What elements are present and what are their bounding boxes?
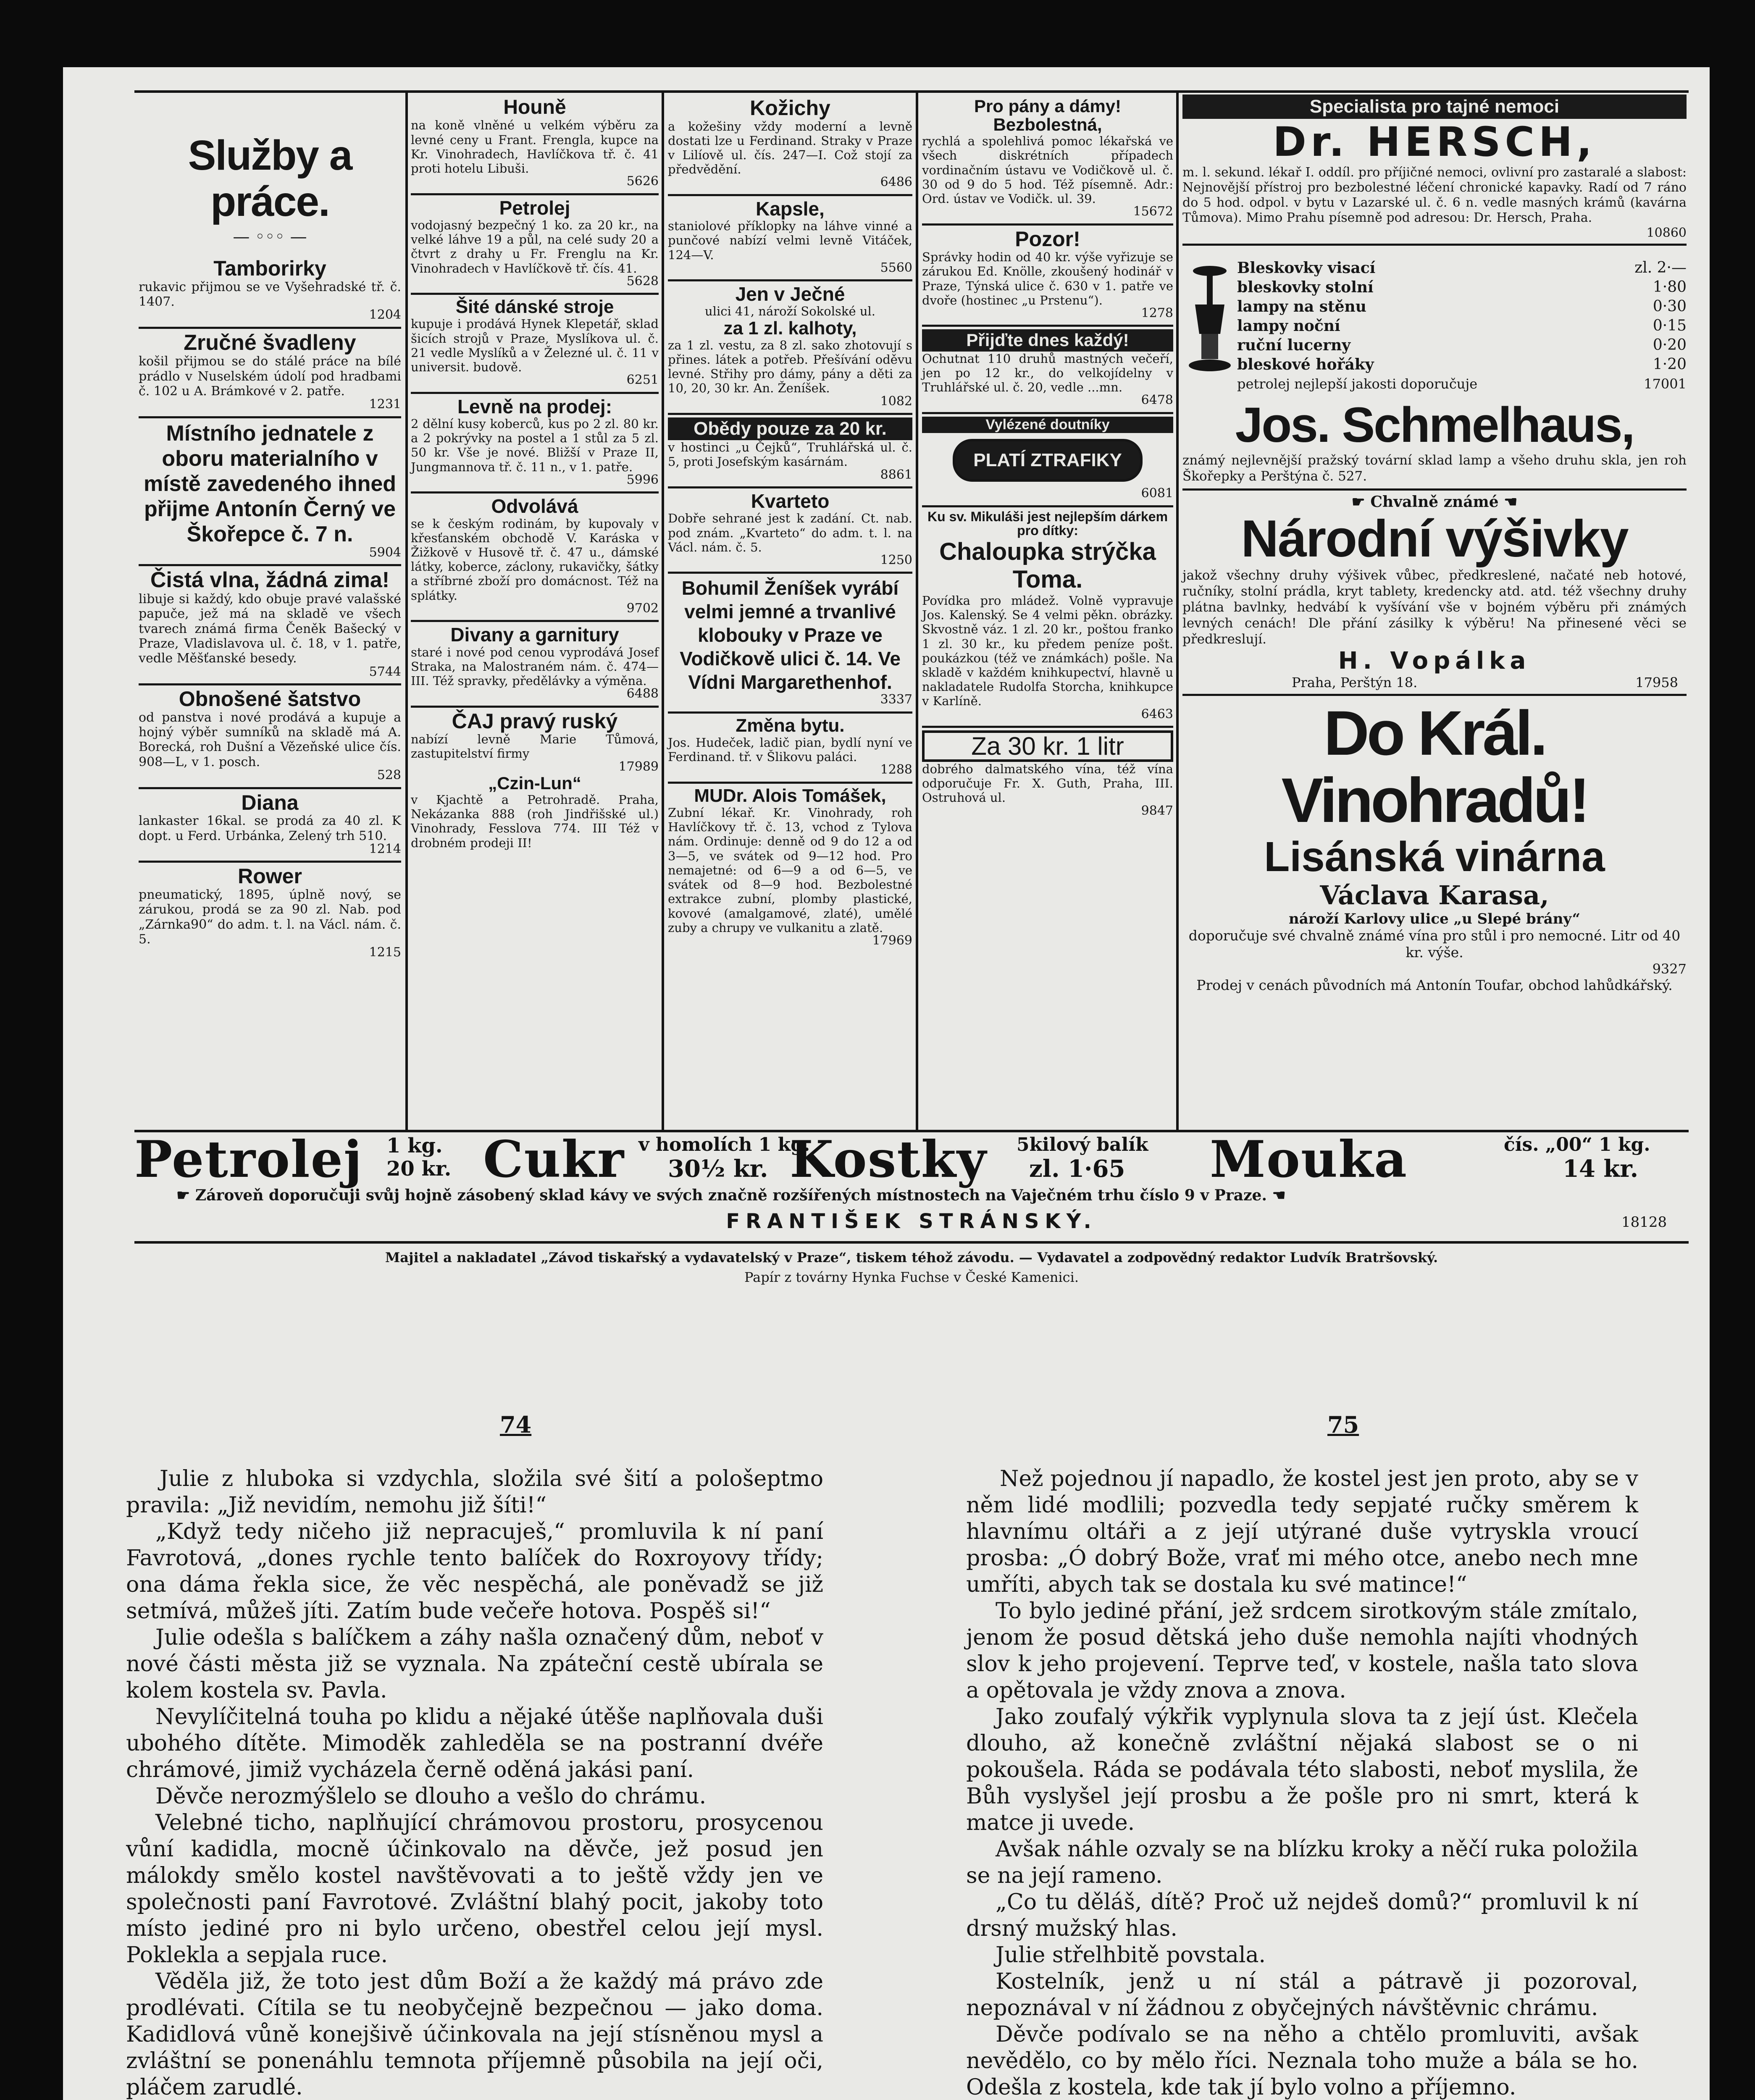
story-paragraph: Jako zoufalý výkřik vyplynula slova ta z její úst. Klečela dlouho, až konečně zvláštní nějaká slabost se o ni pokoušela. Ráda se podávala této slabosti, neboť myslila, že Bůh vyslyšel její prosbu a že pošle pro ni smrt, která k matce ji uvede. [966,1704,1638,1835]
ad-title: Levně na prodej: [457,395,612,417]
story-paragraph: Velebné ticho, naplňující chrámovou prostoru, prosycenou vůní kadidla, mocně účinkovalo na děvče, jež posud jen málokdy smělo kostel navštěvovati a to ještě vždy jen ve společnosti paní Favrotové. Zvláštní blahý pocit, jakoby toto místo jediné pro ni bylo určeno, obestřel celou její mysl. Poklekla a sepjala ruce. [126,1810,823,1968]
ad-title: Obědy pouze za 20 kr. [668,417,912,440]
imprint-line-1: Majitel a nakladatel „Závod tiskařský a vydavatelský v Praze“, tiskem téhož závodu. — Vydavatel a zodpovědný redaktor Ludvík Bratršovský. [385,1250,1438,1265]
ad-title: Kapsle, [756,197,825,220]
ad-text: od panstva i nové prodává a kupuje a hojný výběr sumníků na skladě má A. Borecká, roh Dušní a Vězeňské ulice čís. 908—L, v 1. posch. [139,710,401,769]
ad-obedy [668,415,912,488]
vysivky-name: Národní výšivky [1241,510,1628,568]
banner-cukr: Cukr [483,1130,625,1189]
hersch-text: m. l. sekund. lékař I. oddíl. pro příjičné nemoci, ovlivní pro zastaralé a slabost: Nejnovější přístroj pro bezbolestné léčení chronické kapavky. Radí od 7 ráno do 5 hod. odpol. v bytu v Lazarské ul. č. 6 n. vedle masných krámů (kavárna Tůmova). Mimo Prahu písemně pod adresou: Dr. Hersch, Praha. [1182,165,1687,225]
lamp-footer-row [1237,374,1687,394]
vysivky-kicker-text: Chvalně známé [1370,493,1499,511]
ad-levne-prodej [411,394,659,494]
ad-text: v Kjachtě a Petrohradě. Praha, Nekázanka 888 (roh Jindřišské ul.) Vinohrady, Fesslova 774. III Též v drobném prodeji II! [411,793,659,850]
vysivky-ad [1182,488,1687,690]
lamp-name: lampy na stěnu [1237,298,1366,315]
trafika-badge: PLATÍ ZTRAFIKY [953,439,1143,482]
lamp-price: 1·20 [1653,356,1687,373]
ad-title: Za 30 kr. 1 litr [922,730,1173,762]
ad-text: lankaster 16kal. se prodá za 40 zl. K dopt. u Ferd. Urbánka, Zelený trh 510. [139,814,401,843]
banner-petrolej-price: 20 kr. [386,1157,452,1181]
karasa-text: doporučuje své chvalně známé vína pro stůl i pro nemocné. Litr od 40 kr. výše. [1188,927,1681,961]
banner-kostky-note: 5kilový balík [1017,1134,1148,1155]
ad-cista-vlna [139,566,401,685]
ad-title: Kvarteto [751,490,830,512]
lamp-icon [1182,258,1237,376]
toufar-text: Prodej v cenách původních má Antonín Toufar, obchod lahůdkářský. [1196,977,1673,993]
story-paragraph: Avšak náhle ozvaly se na blízku kroky a něčí ruka položila se na její rameno. [966,1837,1638,1888]
ads-column-5 [1182,94,1687,994]
ad-text: Ochutnat 110 druhů mastných večeří, jen po 12 kr., do velkojídelny v Truhlářské ul. č. 20, vedle ...mn. [922,351,1173,394]
ad-title: Tamborirky [213,257,326,280]
ad-text: Povídka pro mládež. Volně vypravuje Jos. Kalenský. Se 4 velmi pěkn. obrázky. Skvostně váz. 1 zl. 20 kr., poštou franko 1 zl. 30 kr., ku předem peníze pošt. poukázkou (též ve známkách) pošle. Na skladě v každém knihkupectví, hlavně u nakladatele Rudolfa Storcha, knihkupce v Karlíně. [922,593,1173,709]
ad-number: 5560 [880,260,912,275]
lamp-name: lampy noční [1237,317,1340,335]
ad-text: Dobře sehrané jest k zadání. Ct. nab. pod znám. „Kvarteto“ do adm. t. l. na Václ. nám. č. 5. [668,511,912,554]
lamps-ad [1182,244,1687,394]
ads-column-2 [411,94,659,854]
ad-text: ulici 41, nároží Sokolské ul. [705,304,875,319]
ad-number: 5626 [626,174,659,189]
ad-text: Správky hodin od 40 kr. výše vyřizuje se zárukou Ed. Knölle, zkoušený hodinář v Praze, Týnská ulice č. 630 v 1. patře ve dvoře (hostinec „u Prstenu“). [922,250,1173,307]
banner-coffee-text: Zároveň doporučuji svůj hojně zásobený sklad kávy ve svých značně rozšířených místnostech na Vaječném trhu číslo 9 v Praze. [195,1186,1267,1204]
ad-text: rukavic přijmou se ve Vyšehradské tř. č. 1407. [139,279,401,309]
ads-column-1 [139,94,401,964]
ad-number: 9702 [626,601,659,616]
ad-number: 1288 [880,762,912,777]
ad-petrolej [411,195,659,295]
lamp-row [1237,336,1687,355]
ad-number: 1215 [369,945,401,960]
ad-number: 17989 [618,759,659,774]
stransky-banner [134,1130,1689,1189]
ad-zmena-bytu [668,714,912,784]
ad-text: libuje si každý, kdo obuje pravé valašské papuče, jež má na skladě ve všech tvarech známá firma Čeněk Bašecký v Praze, Vladislavova ul. č. 18, v 1. patře, vedle Měšťanské besedy. [139,591,401,666]
ad-title: Zručné švadleny [184,330,356,355]
ad-number: 6251 [626,373,659,388]
ad-kvarteto [668,488,912,574]
ad-houne [411,94,659,195]
lamps-list [1237,258,1687,394]
ad-number: 1214 [369,841,401,856]
schmelhaus-text: známý nejlevnější pražský tovární sklad lamp a všeho druhu skla, jen roh Škořepky a Perštýna č. 527. [1182,453,1687,484]
ad-satstvo [139,685,401,789]
vopalka-row [1182,675,1687,690]
ad-number: 5996 [626,472,659,487]
ad-subtitle: za 1 zl. kalhoty, [723,318,857,339]
ad-number: 6486 [880,175,912,190]
story-paragraph: Julie odešla s balíčkem a záhy našla označený dům, neboť v nové části města již se vyznala. Na zpáteční cestě ubírala se kolem kostela sv. Pavla. [126,1625,823,1703]
banner-bottom-rule [134,1241,1689,1244]
banner-number: 18128 [1621,1214,1667,1231]
story-paragraph: „Když tedy ničeho již nepracuješ,“ promluvila k ní paní Favrotová, „dones rychle tento balíček do Roxroyovy třídy; ona dáma řekla sice, že věc nespěchá, ale poněvadž se již setmívá, můžeš jíti. Zatím bude večeře hotova. Pospěš si!“ [126,1519,823,1624]
banner-kostky-price: zl. 1·65 [1029,1155,1125,1183]
ad-text: košil přijmou se do stálé práce na bílé prádlo v Nuselském údolí pod hradbami č. 102 u A. Brámkové v 2. patře. [139,354,401,399]
ad-title: Vylézené doutníky [922,417,1173,433]
lamp-price: zl. 2·— [1634,259,1687,276]
ad-vino [922,728,1173,822]
hersch-kicker: Specialista pro tajné nemoci [1182,94,1687,119]
ad-bezbolestna [922,94,1173,226]
vinarna-heading: Lisánská vinárna [1264,833,1605,880]
ad-doutniky [922,414,1173,507]
ad-kozichy [668,94,912,196]
ad-title: Změna bytu. [736,715,845,736]
ad-title: Diana [241,790,299,814]
banner-mouka-note: čís. „00“ 1 kg. [1504,1134,1650,1155]
ad-diana [139,789,401,863]
ad-title: Houně [503,96,566,118]
ad-jecna [668,281,912,415]
ad-number: 1204 [369,307,401,323]
lamp-price: 0·20 [1653,336,1687,354]
ad-tamborirky [139,255,401,329]
banner-stransky: FRANTIŠEK STRÁNSKÝ. [726,1210,1097,1233]
ad-text: Jos. Hudeček, ladič pian, bydlí nyní ve Ferdinand. tř. v Šlikovu paláci. [668,735,912,764]
ad-text: Zubní lékař. Kr. Vinohrady, roh Havlíčkovy tř. č. 13, vchod z Tylova nám. Ordinuje: denně od 9 do 12 a od 3—5, ve svátek od 9—12 hod. Pro nemajetné: od 6—9 a od 6—5, ve svátek od 8—9 hod. Bezbolestné extrakce zubní, plomby plastické, kovové (amalgamové, zlaté), umělé zuby a chrupy ve vulkanitu a zlatě. [668,806,912,935]
ad-odvolava [411,494,659,622]
story-left-column [126,1466,823,2100]
ad-number: 1250 [880,553,912,568]
ad-number: 1231 [369,397,401,412]
story-paragraph: „Co tu děláš, dítě? Proč už nejdeš domů?“ promluvil k ní drsný mužský hlas. [966,1890,1638,1941]
ad-text: se k českým rodinám, by kupovaly v křesťanském obchodě V. Karáska v Žižkově v Husově tř. č. 47 u., dámské látky, koberce, záclony, rukavičky, šátky a stříbrné zboží pro domácnost. Též na splátky. [411,516,659,603]
lamp-row [1237,355,1687,374]
karasa-number: 9327 [1652,961,1687,977]
ad-text: a kožešiny vždy moderní a levně dostati lze u Ferdinand. Straky v Praze v Lilíově ul. čís. 247—I. Což stojí za předvědění. [668,119,912,177]
banner-cukr-note: v homolích 1 kg. [638,1134,810,1155]
ad-text: za 1 zl. vestu, za 8 zl. sako zhotovují s přines. látek a potřeb. Přešívání oděvu levné. Střihy pro dámy, pány a děti za 10, 20, 30 kr. An. Ženíšek. [668,338,912,396]
story-paragraph: Nevylíčitelná touha po klidu a nějaké útěše naplňovala duši ubohého dítěte. Mimoděk zahleděla se na postranní dvéře chrámové, jimiž vycházela černě oděná jakási paní. [126,1704,823,1782]
lamps-footer: petrolej nejlepší jakosti doporučuje [1237,376,1478,392]
story-paragraph: Julie střelhbitě povstala. [996,1942,1266,1968]
ad-number: 8861 [880,467,912,482]
ads-column-3 [668,94,912,952]
vopalka-name: H. Vopálka [1338,647,1531,675]
ad-title: MUDr. Alois Tomášek, [694,785,886,806]
story-paragraph: Děvče podívalo se na něho a chtělo promluviti, avšak nevědělo, co by mělo říci. Neznala toho muže a bála se ho. Odešla z kostela, kde tak jí bylo volno a příjemno. [966,2022,1638,2100]
story-paragraph: Věděla již, že toto jest dům Boží a že každý má právo zde prodlévati. Cítila se tu neobyčejně bezpečnou — jako doma. Kadidlová vůně konejšivě účinkovala na její stísněnou mysl a zvláštní se ponenáhlu temnota příjemně působila na její oči, pláčem zarudlé. [126,1969,823,2100]
lamp-price: 0·30 [1653,298,1687,315]
banner-mouka-price: 14 kr. [1563,1155,1639,1183]
ad-text: pneumatický, 1895, úplně nový, se zárukou, prodá se za 90 zl. Nab. pod „Zárnka90“ do adm. t. l. na Václ. nám. č. 5. [139,887,401,947]
ad-divany [411,622,659,707]
section-heading: Služby a práce. [188,132,352,225]
ad-text: dobrého dalmatského vína, též vína odporučuje Fr. X. Guth, Praha, III. Ostruhová ul. [922,761,1173,805]
banner-petrolej-unit: 1 kg. [386,1134,443,1158]
banner-cukr-price: 30½ kr. [668,1155,768,1183]
story-paragraph: Kostelník, jenž u ní stál a pátravě ji pozoroval, nepoznával v ní žádnou z obyčejných návštěvnic chrámu. [966,1969,1638,2021]
column-rule-2 [662,90,664,1132]
ad-title: Petrolej [499,197,570,219]
column-rule-4 [1176,90,1179,1132]
ad-stroje [411,295,659,394]
ad-title: Bohumil Ženíšek vyrábí velmi jemné a trvanlivé klobouky v Praze ve Vodičkově ulici č. 14. Ve Vídni Margarethenhof. [680,577,901,693]
ad-pozor [922,226,1173,327]
ads-column-4 [922,94,1173,822]
ornament: — ◦◦◦ — [233,227,307,247]
ad-title: Kožichy [750,96,830,120]
ad-title: Pro pány a dámy! Bezbolestná, [974,96,1122,135]
ad-number: 3337 [880,692,912,707]
lamp-name: bleskovky stolní [1237,278,1374,296]
ad-title: Odvolává [491,495,578,517]
column-rule-1 [405,90,408,1132]
ad-number: 15672 [1133,204,1173,219]
vopalka-address: Praha, Perštýn 18. [1292,675,1418,690]
ad-svadleny [139,329,401,418]
ad-title: Chaloupka strýčka Toma. [939,538,1156,593]
ad-text: v hostinci „u Čejků“, Truhlářská ul. č. 5, proti Josefským kasárnám. [668,440,912,469]
ad-title: Přijďte dnes každý! [922,329,1173,351]
story-right-column [966,1466,1638,2100]
ad-number: 17969 [872,933,912,948]
vopalka-number: 17958 [1635,675,1678,690]
hersch-name: Dr. HERSCH, [1273,118,1596,165]
ad-number: 6081 [1141,486,1173,501]
ad-rower [139,863,401,964]
vysivky-kicker: ☛ Chvalně známé ☚ [1351,493,1518,511]
ad-text: 2 dělní kusy koberců, kus po 2 zl. 80 kr. a 2 pokrývky na postel a 1 stůl za 5 zl. 50 kr. Vše je nové. Bližší v Praze II, Jungmannova tř. č. 11 n., v 1. patře. [411,416,659,474]
lamp-name: Bleskovky visací [1237,259,1376,277]
ad-title: Čistá vlna, žádná zima! [150,568,390,593]
ad-text: kupuje i prodává Hynek Klepetář, sklad šicích strojů v Praze, Myslíkova ul. č. 21 vedle Myslíků a v Železné ul. č. 11 v universit. budově. [411,317,659,375]
lamp-price: 0·15 [1653,317,1687,334]
story-paragraph: Julie z hluboka si vzdychla, složila své šití a pološeptmo pravila: „Již nevidím, nemohu již šíti!“ [126,1466,823,1518]
ad-title: Šité dánské stroje [455,297,614,318]
ad-number: 9847 [1141,803,1173,818]
ad-kapsle [668,196,912,281]
banner-coffee-line: ☛ Zároveň doporučuji svůj hojně zásobený sklad kávy ve svých značně rozšířených místnostech na Vaječném trhu číslo 9 v Praze. ☚ [176,1186,1286,1204]
ad-number: 5744 [369,664,401,679]
page-number-right: 75 [1327,1411,1359,1438]
ad-prijdte [922,327,1173,414]
kral-vinohrady-heading: Do Král. Vinohradů! [1281,698,1588,835]
banner-petrolej: Petrolej [134,1130,363,1189]
ad-title: Divany a garnitury [450,624,619,646]
ad-number: 528 [377,768,401,783]
banner-kostky: Kostky [790,1130,987,1189]
vysivky-text: jakož všechny druhy výšivek vůbec, předkreslené, načaté neb hotové, ručníky, stolní prádla, kryt tablety, kredencky atd. atd. též všechny druhy plátna bavlnky, hedvábí k vyšívání vše v bojném výběru při známých levných cenách! Dle přání zásilky k výběru! Na přinesené věci se předkreslují. [1182,568,1687,647]
ad-tomasek [668,784,912,953]
ad-title: Rower [238,864,302,888]
ad-number: 6478 [1141,393,1173,408]
ad-chaloupka [922,507,1173,728]
schmelhaus-name: Jos. Schmelhaus, [1235,397,1634,453]
ad-zenisek [668,574,912,713]
column-rule-3 [916,90,918,1132]
story-paragraph: Než pojednou jí napadlo, že kostel jest jen proto, aby se v něm lidé modlili; pozvedla tedy sepjaté ručky směrem k hlavnímu oltáři a z její utýrané duše vytryskla vroucí prosba: „Ó dobrý Bože, vrať mi mého otce, anebo nech mne umříti, abych tak se dostala ku své matince!“ [966,1466,1638,1597]
vinarna-ad [1182,694,1687,994]
ad-title: Jen v Ječné [735,283,845,305]
ad-kicker: Ku sv. Mikuláši jest nejlepším dárkem pro dítky: [927,509,1168,538]
lamp-row [1237,278,1687,297]
ad-number: 6463 [1141,706,1173,722]
ad-text: rychlá a spolehlivá pomoc lékařská ve všech diskrétních případech vordinačním ústavu ve Vodičkově ul. č. 30 od 9 do 5 hod. Též písemně. Adr.: Ord. ústav ve Vodičk. ul. 39. [922,134,1173,206]
imprint-line-2: Papír z továrny Hynka Fuchse v České Kamenici. [744,1269,1079,1285]
ad-number: 5628 [626,273,659,289]
page-number-left: 74 [500,1411,532,1438]
story-paragraph: Děvče nerozmýšlelo se dlouho a vešlo do chrámu. [155,1784,707,1809]
lamp-row [1237,258,1687,278]
karasa-name: Václava Karasa, [1320,880,1549,911]
ad-number: 1082 [880,394,912,409]
lamp-name: ruční lucerny [1237,336,1351,354]
banner-mouka: Mouka [1210,1130,1408,1189]
ad-jednatel [139,418,401,566]
ad-title: Pozor! [1015,227,1080,251]
lamp-price: 1·80 [1653,278,1687,296]
top-rule [134,90,1689,93]
ad-caj [411,708,659,854]
ad-title: ČAJ pravý ruský [452,709,618,733]
story-paragraph: To bylo jediné přání, jež srdcem sirotkovým stále zmítalo, jenom že posud dětská jeho duše nemohla najíti vhodných slov k jeho projevení. Teprve teď, v kostele, našla tato slova a opětovala je vždy znova a znova. [966,1599,1638,1703]
ad-text: vodojasný bezpečný 1 ko. za 20 kr., na velké láhve 19 a půl, na celé sudy 20 a čtvrt z drahy u Fr. Frenglu na Kr. Vinohradech v Havlíčkově tř. čís. 41. [411,218,659,276]
hersch-number: 10860 [1646,226,1687,240]
ad-subtitle: „Czin-Lun“ [488,773,581,793]
karasa-address: nároží Karlovy ulice „u Slepé brány“ [1288,911,1580,927]
lamp-name: bleskové hořáky [1237,356,1374,373]
ad-text: staniolové příklopky na láhve vinné a punčové nabízí velmi levně Vitáček, 124—V. [668,219,912,262]
lamp-row [1237,316,1687,336]
ad-text: nabízí levně Marie Tůmová, zastupitelství firmy [411,732,659,761]
ad-number: 6488 [626,686,659,701]
ad-text: staré i nové pod cenou vyprodává Josef Straka, na Malostraném nám. č. 474—III. Též spravky, předělávky a výměna. [411,645,659,688]
lamps-number: 17001 [1644,376,1687,392]
ad-number: 1278 [1141,306,1173,321]
ad-title: Obnošené šatstvo [179,687,361,711]
ad-number: 5904 [369,545,401,560]
ad-text: na koně vlněné u velkém výběru za levné ceny u Frant. Frengla, kupce na Kr. Vinohradech, Havlíčkova tř. č. 41 proti hotelu Libuši. [411,118,659,176]
ad-title: Místního jednatele z oboru materialního v místě zavedeného ihned přijme Antonín Černý ve Škořepce č. 7 n. [143,421,397,546]
lamp-row [1237,297,1687,316]
